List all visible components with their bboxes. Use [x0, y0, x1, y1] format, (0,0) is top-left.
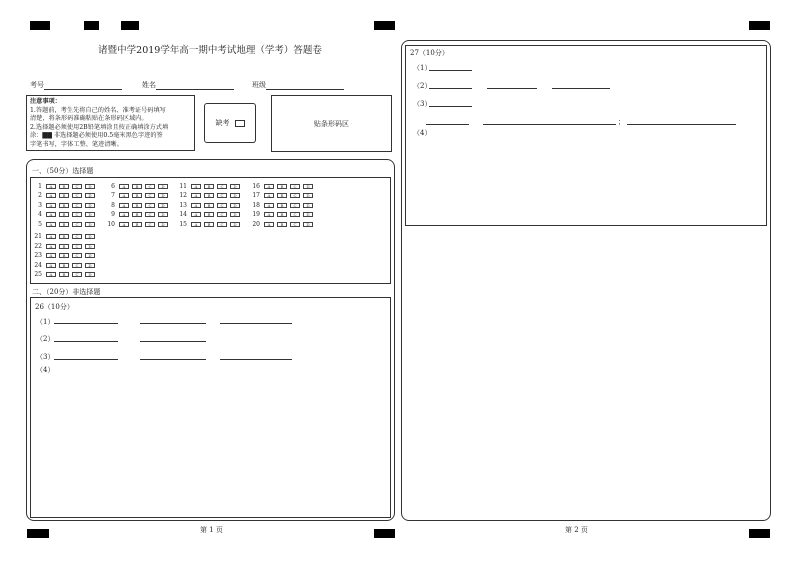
option-bubble[interactable]: C	[72, 263, 82, 268]
option-bubble[interactable]: D	[158, 212, 168, 217]
class-label: 班级	[252, 81, 266, 89]
mc-row	[248, 220, 316, 228]
answer-line[interactable]	[627, 124, 736, 125]
option-bubble[interactable]: B	[59, 203, 69, 208]
mc-row	[103, 201, 171, 209]
question-number: 14	[179, 211, 187, 218]
option-bubble[interactable]: B	[277, 222, 287, 227]
mc-row	[103, 182, 171, 190]
mc-row	[103, 192, 171, 200]
question-number: 13	[179, 201, 187, 209]
option-bubble[interactable]: A	[191, 222, 201, 227]
option-bubble[interactable]: D	[230, 193, 240, 198]
question-number: 21	[34, 233, 42, 240]
semicolon: ；	[618, 118, 625, 126]
option-bubble[interactable]: A	[264, 184, 274, 189]
timing-mark	[30, 21, 50, 30]
option-bubble[interactable]: C	[217, 184, 227, 189]
question-number: 23	[34, 252, 42, 259]
option-bubble[interactable]: A	[264, 203, 274, 208]
option-bubble[interactable]: C	[217, 203, 227, 208]
mc-row	[103, 211, 171, 219]
mc-row	[30, 252, 98, 260]
option-bubble[interactable]: A	[119, 212, 129, 217]
question-number: 1	[38, 182, 42, 190]
option-bubble[interactable]: D	[230, 203, 240, 208]
q27-part4: （4）	[413, 129, 432, 137]
answer-line[interactable]	[54, 359, 118, 360]
mc-row	[30, 201, 98, 209]
answer-line[interactable]	[140, 359, 206, 360]
answer-line[interactable]	[429, 70, 472, 71]
answer-line[interactable]	[426, 124, 469, 125]
option-bubble[interactable]: C	[145, 184, 155, 189]
mc-row	[175, 201, 243, 209]
option-bubble[interactable]: A	[46, 263, 56, 268]
option-bubble[interactable]: A	[191, 193, 201, 198]
option-bubble[interactable]: D	[85, 234, 95, 239]
question-number: 10	[107, 220, 115, 228]
option-bubble[interactable]: C	[290, 212, 300, 217]
question-number: 9	[111, 211, 115, 218]
q26-title: 26（10分）	[35, 303, 74, 311]
option-bubble[interactable]: C	[217, 193, 227, 198]
option-bubble[interactable]: D	[85, 244, 95, 249]
question-number: 25	[34, 271, 42, 278]
option-bubble[interactable]: A	[264, 212, 274, 217]
mc-row	[175, 220, 243, 228]
option-bubble[interactable]: D	[85, 253, 95, 258]
question-number: 16	[252, 182, 260, 190]
option-bubble[interactable]: C	[72, 184, 82, 189]
option-bubble[interactable]: C	[72, 234, 82, 239]
timing-mark	[374, 529, 395, 538]
mc-row	[175, 192, 243, 200]
page1-footer: 第 1 页	[200, 526, 223, 534]
timing-mark	[749, 21, 770, 30]
q26-part4: （4）	[36, 366, 55, 374]
option-bubble[interactable]: A	[191, 184, 201, 189]
option-bubble[interactable]: C	[145, 222, 155, 227]
option-bubble[interactable]: B	[59, 272, 69, 277]
option-bubble[interactable]: A	[119, 222, 129, 227]
question-number: 4	[38, 211, 42, 218]
name-field[interactable]	[142, 80, 234, 90]
option-bubble[interactable]: D	[158, 193, 168, 198]
mc-row	[248, 192, 316, 200]
option-bubble[interactable]: C	[72, 222, 82, 227]
option-bubble[interactable]: C	[72, 212, 82, 217]
option-bubble[interactable]: A	[119, 184, 129, 189]
option-bubble[interactable]: C	[217, 212, 227, 217]
option-bubble[interactable]: C	[72, 203, 82, 208]
question-number: 19	[252, 211, 260, 218]
q27-box	[405, 45, 767, 226]
question-number: 11	[179, 182, 187, 190]
option-bubble[interactable]: A	[46, 234, 56, 239]
timing-mark	[374, 21, 395, 30]
option-bubble[interactable]: A	[46, 222, 56, 227]
mc-row	[248, 211, 316, 219]
option-bubble[interactable]: C	[72, 253, 82, 258]
notes-heading: 注意事项：	[30, 98, 61, 105]
option-bubble[interactable]: B	[204, 222, 214, 227]
mc-row	[175, 182, 243, 190]
option-bubble[interactable]: B	[59, 244, 69, 249]
mc-row	[175, 211, 243, 219]
option-bubble[interactable]: D	[230, 184, 240, 189]
exam-no-field[interactable]	[30, 80, 122, 90]
barcode-area	[271, 95, 392, 152]
question-number: 12	[179, 192, 187, 199]
option-bubble[interactable]: D	[85, 222, 95, 227]
absent-box[interactable]	[204, 103, 256, 143]
option-bubble[interactable]: A	[46, 184, 56, 189]
option-bubble[interactable]: B	[59, 234, 69, 239]
notes-line: 字笔书写，字体工整、笔迹清晰。	[30, 140, 123, 148]
option-bubble[interactable]: A	[119, 193, 129, 198]
answer-line[interactable]	[140, 341, 206, 342]
option-bubble[interactable]: D	[85, 193, 95, 198]
question-number: 18	[252, 201, 260, 209]
answer-line[interactable]	[54, 341, 118, 342]
option-bubble[interactable]: A	[46, 193, 56, 198]
question-number: 7	[111, 192, 115, 199]
notes-line: 2.选择题必须使用2B铅笔填涂且按正确填涂方式填	[30, 123, 169, 131]
option-bubble[interactable]: B	[204, 212, 214, 217]
option-bubble[interactable]: B	[59, 222, 69, 227]
option-bubble[interactable]: A	[264, 193, 274, 198]
option-bubble[interactable]: C	[145, 203, 155, 208]
option-bubble[interactable]: D	[85, 203, 95, 208]
option-bubble[interactable]: C	[72, 272, 82, 277]
option-bubble[interactable]: B	[277, 193, 287, 198]
q27-title: 27（10分）	[410, 49, 449, 57]
mc-row	[30, 242, 98, 250]
option-bubble[interactable]: C	[290, 193, 300, 198]
mc-row	[30, 233, 98, 241]
mc-row	[30, 271, 98, 279]
timing-mark	[84, 21, 99, 30]
answer-line[interactable]	[220, 323, 292, 324]
option-bubble[interactable]: C	[290, 203, 300, 208]
name-label: 姓名	[142, 81, 156, 89]
option-bubble[interactable]: D	[158, 184, 168, 189]
barcode-label: 贴条形码区	[314, 119, 349, 128]
mc-row	[30, 182, 98, 190]
question-number: 8	[111, 201, 115, 209]
option-bubble[interactable]: B	[204, 193, 214, 198]
option-bubble[interactable]: A	[46, 272, 56, 277]
mc-row	[248, 201, 316, 209]
answer-line[interactable]	[429, 88, 472, 89]
option-bubble[interactable]: D	[85, 212, 95, 217]
question-number: 3	[38, 201, 42, 209]
question-number: 17	[252, 192, 260, 199]
section1-heading: 一、（50分）选择题	[32, 167, 94, 175]
absent-label: 缺考	[215, 119, 230, 127]
option-bubble[interactable]: A	[46, 244, 56, 249]
option-bubble[interactable]: B	[277, 203, 287, 208]
option-bubble[interactable]: A	[46, 253, 56, 258]
option-bubble[interactable]: D	[303, 222, 313, 227]
option-bubble[interactable]: D	[85, 184, 95, 189]
option-bubble[interactable]: A	[191, 203, 201, 208]
option-bubble[interactable]: B	[59, 212, 69, 217]
q26-part2: （2）	[36, 335, 55, 343]
option-bubble[interactable]: D	[158, 222, 168, 227]
option-bubble[interactable]: B	[204, 184, 214, 189]
q27-part3: （3）	[413, 100, 432, 108]
section2-heading: 二、（20分）非选择题	[32, 288, 101, 296]
option-bubble[interactable]: B	[277, 184, 287, 189]
option-bubble[interactable]: D	[303, 203, 313, 208]
timing-mark	[749, 529, 770, 538]
option-bubble[interactable]: A	[191, 212, 201, 217]
option-bubble[interactable]: C	[217, 222, 227, 227]
question-number: 5	[38, 220, 42, 228]
q27-part1: （1）	[413, 64, 432, 72]
option-bubble[interactable]: B	[132, 203, 142, 208]
option-bubble[interactable]: C	[290, 222, 300, 227]
option-bubble[interactable]: C	[72, 193, 82, 198]
option-bubble[interactable]: B	[59, 253, 69, 258]
option-bubble[interactable]: A	[119, 203, 129, 208]
question-number: 22	[34, 242, 42, 250]
option-bubble[interactable]: B	[132, 193, 142, 198]
option-bubble[interactable]: D	[303, 212, 313, 217]
option-bubble[interactable]: B	[59, 263, 69, 268]
question-number: 24	[34, 261, 42, 269]
q27-part2: （2）	[413, 82, 432, 90]
mc-row	[30, 220, 98, 228]
question-number: 15	[179, 220, 187, 228]
option-bubble[interactable]: A	[46, 212, 56, 217]
option-bubble[interactable]: A	[46, 203, 56, 208]
answer-line[interactable]	[429, 106, 472, 107]
q26-part1: （1）	[36, 318, 55, 326]
notes-box	[26, 95, 195, 151]
option-bubble[interactable]: B	[132, 212, 142, 217]
option-bubble[interactable]: B	[132, 184, 142, 189]
option-bubble[interactable]: C	[145, 193, 155, 198]
option-bubble[interactable]: C	[72, 244, 82, 249]
option-bubble[interactable]: D	[158, 203, 168, 208]
option-bubble[interactable]: B	[277, 212, 287, 217]
question-number: 20	[252, 220, 260, 228]
q26-box	[30, 297, 391, 518]
option-bubble[interactable]: B	[132, 222, 142, 227]
option-bubble[interactable]: D	[230, 222, 240, 227]
page2-footer: 第 2 页	[565, 526, 588, 534]
option-bubble[interactable]: D	[85, 272, 95, 277]
option-bubble[interactable]: C	[290, 184, 300, 189]
exam-no-label: 考号	[30, 81, 44, 89]
answer-line[interactable]	[54, 323, 118, 324]
mc-row	[103, 220, 171, 228]
option-bubble[interactable]: B	[204, 203, 214, 208]
q26-part3: （3）	[36, 353, 55, 361]
class-field[interactable]	[252, 80, 344, 90]
option-bubble[interactable]: D	[85, 263, 95, 268]
answer-line[interactable]	[483, 124, 616, 125]
page-title: 诸暨中学2019学年高一期中考试地理（学考）答题卷	[98, 45, 322, 56]
timing-mark	[27, 529, 49, 538]
timing-mark	[121, 21, 139, 30]
option-bubble[interactable]: A	[264, 222, 274, 227]
mc-row	[248, 182, 316, 190]
option-bubble[interactable]: D	[303, 193, 313, 198]
answer-line[interactable]	[552, 88, 610, 89]
option-bubble[interactable]: C	[145, 212, 155, 217]
option-bubble[interactable]: B	[59, 193, 69, 198]
answer-line[interactable]	[487, 88, 537, 89]
notes-line: 涂：▇▇ 非选择题必须使用0.5毫米黑色字迹的签	[30, 132, 163, 139]
notes-line: 清楚，将条形码准确粘贴在条形码区域内。	[30, 115, 148, 122]
mc-row	[30, 211, 98, 219]
answer-line[interactable]	[140, 323, 206, 324]
option-bubble[interactable]: B	[59, 184, 69, 189]
notes-line: 1.答题前，考生先将自己的姓名、准考证号码填写	[30, 106, 166, 114]
option-bubble[interactable]: D	[303, 184, 313, 189]
mc-row	[30, 192, 98, 200]
answer-line[interactable]	[220, 359, 292, 360]
absent-checkbox[interactable]	[235, 120, 245, 127]
option-bubble[interactable]: D	[230, 212, 240, 217]
question-number: 2	[38, 192, 42, 199]
question-number: 6	[111, 182, 115, 190]
mc-row	[30, 261, 98, 269]
